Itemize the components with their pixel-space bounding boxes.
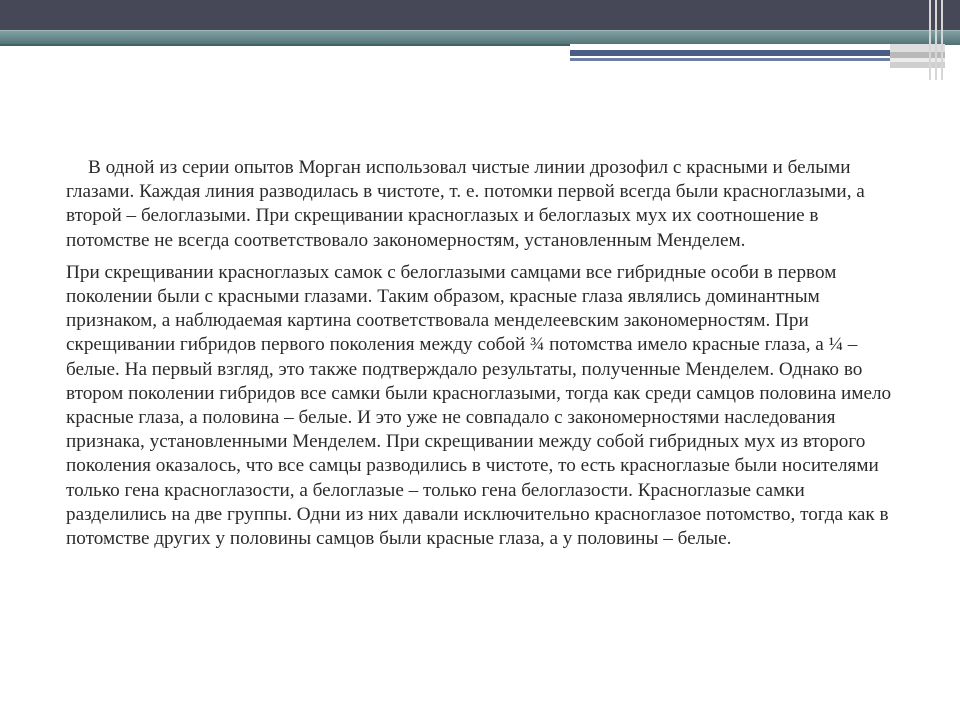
header-right-stripes: [570, 44, 942, 64]
header-bar: [0, 0, 960, 30]
header-accent-band: [0, 30, 960, 45]
paragraph-1: В одной из серии опытов Морган использовал чистые линии дрозофил с красными и белыми глазами. Каждая линия разводилась в чистоте, т. е. потомки первой всегда были красноглазыми, а второй – белоглазыми. При скрещивании красноглазых и белоглазых мух их соотношение в потомстве не всегда соответствовало закономерностям, установленным Менделем.: [66, 157, 865, 251]
slide-body-text: [66, 156, 906, 551]
corner-decoration: [925, 0, 960, 80]
paragraph-2: При скрещивании красноглазых самок с белоглазыми самцами все гибридные особи в первом поколении были с красными глазами. Таким образом, красные глаза являлись доминантным признаком, а наблюдаемая картина соответствовала менделеевским закономерностям. При скрещивании гибридов первого поколения между собой ¾ потомства имело красные глаза, а ¼ – белые. На первый взгляд, это также подтверждало результаты, полученные Менделем. Однако во втором поколении гибридов все самки были красноглазыми, тогда как среди самцов половина имело красные глаза, а половина – белые. И это уже не совпадало с закономерностями наследования признака, установленными Менделем. При скрещивании между собой гибридных мух из второго поколения оказалось, что все самцы разводились в чистоте, то есть красноглазые были носителями только гена красноглазости, а белоглазые – только гена белоглазости. Красноглазые самки разделились на две группы. Одни из них давали исключительно красноглазое потомство, тогда как в потомстве других у половины самцов были красные глаза, а у половины – белые.: [66, 261, 892, 550]
header-accent-line: [0, 44, 570, 46]
